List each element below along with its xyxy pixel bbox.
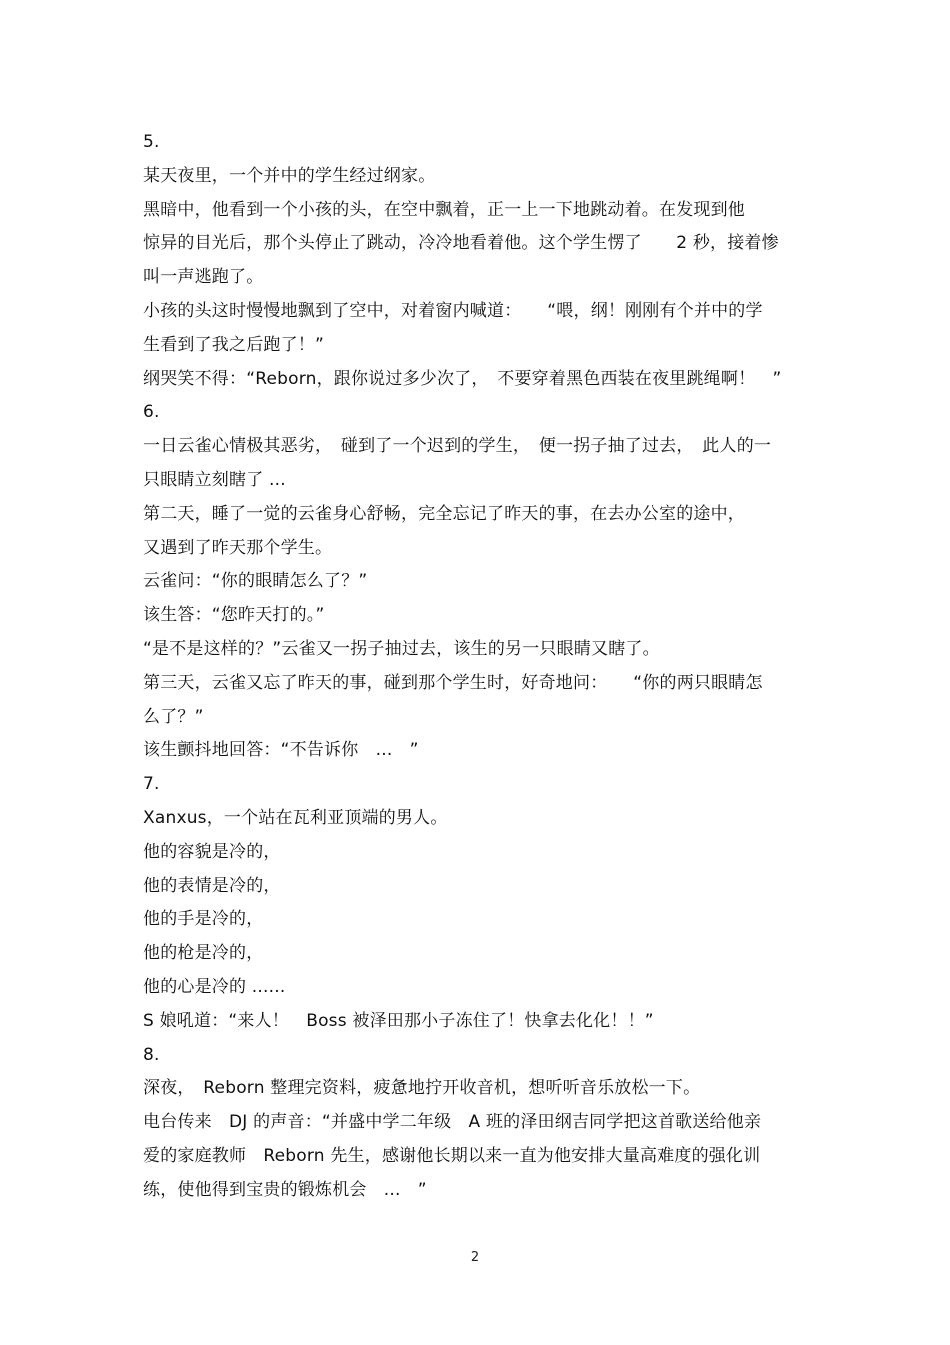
text-line: 云雀问：“你的眼睛怎么了？” xyxy=(143,571,368,592)
text-line: 第三天，云雀又忘了昨天的事，碰到那个学生时，好奇地问： “你的两只眼睛怎 xyxy=(143,672,763,693)
text-line: 他的手是冷的， xyxy=(143,909,264,930)
text-line: 第二天，睡了一觉的云雀身心舒畅，完全忘记了昨天的事，在去办公室的途中， xyxy=(143,503,745,524)
text-line: 7. xyxy=(143,774,160,795)
text-line: 某天夜里，一个并中的学生经过纲家。 xyxy=(143,165,436,186)
document-body xyxy=(143,126,808,1208)
text-line: 他的容貌是冷的， xyxy=(143,841,281,862)
text-line: “是不是这样的？”云雀又一拐子抽过去，该生的另一只眼睛又瞎了。 xyxy=(143,638,660,659)
text-line: 生看到了我之后跑了！” xyxy=(143,334,325,355)
text-line: 该生答：“您昨天打的。” xyxy=(143,605,325,626)
text-line: 一日云雀心情极其恶劣， 碰到了一个迟到的学生， 便一拐子抽了过去， 此人的一 xyxy=(143,436,772,457)
text-line: Xanxus，一个站在瓦利亚顶端的男人。 xyxy=(143,807,448,828)
text-line: 小孩的头这时慢慢地飘到了空中，对着窗内喊道： “喂，纲！刚刚有个并中的学 xyxy=(143,300,763,321)
text-line: 8. xyxy=(143,1044,160,1065)
text-line: 6. xyxy=(143,402,160,423)
text-line: 深夜， Reborn 整理完资料，疲惫地拧开收音机，想听听音乐放松一下。 xyxy=(143,1078,701,1099)
text-line: 只眼睛立刻瞎了 ... xyxy=(143,469,286,490)
text-line: 么了？” xyxy=(143,706,204,727)
text-line: 他的表情是冷的， xyxy=(143,875,281,896)
text-line: 5. xyxy=(143,132,160,152)
text-line: 又遇到了昨天那个学生。 xyxy=(143,537,333,558)
page-number: 2 xyxy=(470,1250,480,1265)
text-line: S 娘吼道：“来人！ Boss 被泽田那小子冻住了！快拿去化化！！” xyxy=(143,1010,654,1031)
text-line: 他的枪是冷的， xyxy=(143,943,264,964)
text-line: 惊异的目光后，那个头停止了跳动，冷冷地看着他。这个学生愣了 2 秒，接着惨 xyxy=(143,233,779,254)
text-line: 叫一声逃跑了。 xyxy=(143,267,264,288)
text-line: 电台传来 DJ 的声音：“并盛中学二年级 A 班的泽田纲吉同学把这首歌送给他亲 xyxy=(143,1112,762,1133)
text-line: 他的心是冷的 ...... xyxy=(143,976,286,997)
text-line: 纲哭笑不得：“Reborn，跟你说过多少次了， 不要穿着黑色西装在夜里跳绳啊！ ” xyxy=(143,368,782,389)
text-line: 爱的家庭教师 Reborn 先生，感谢他长期以来一直为他安排大量高难度的强化训 xyxy=(143,1145,761,1166)
text-line: 黑暗中，他看到一个小孩的头，在空中飘着，正一上一下地跳动着。在发现到他 xyxy=(143,199,745,220)
text-line: 该生颤抖地回答：“不告诉你 ... ” xyxy=(143,740,419,761)
text-line: 练，使他得到宝贵的锻炼机会 ... ” xyxy=(143,1179,427,1200)
